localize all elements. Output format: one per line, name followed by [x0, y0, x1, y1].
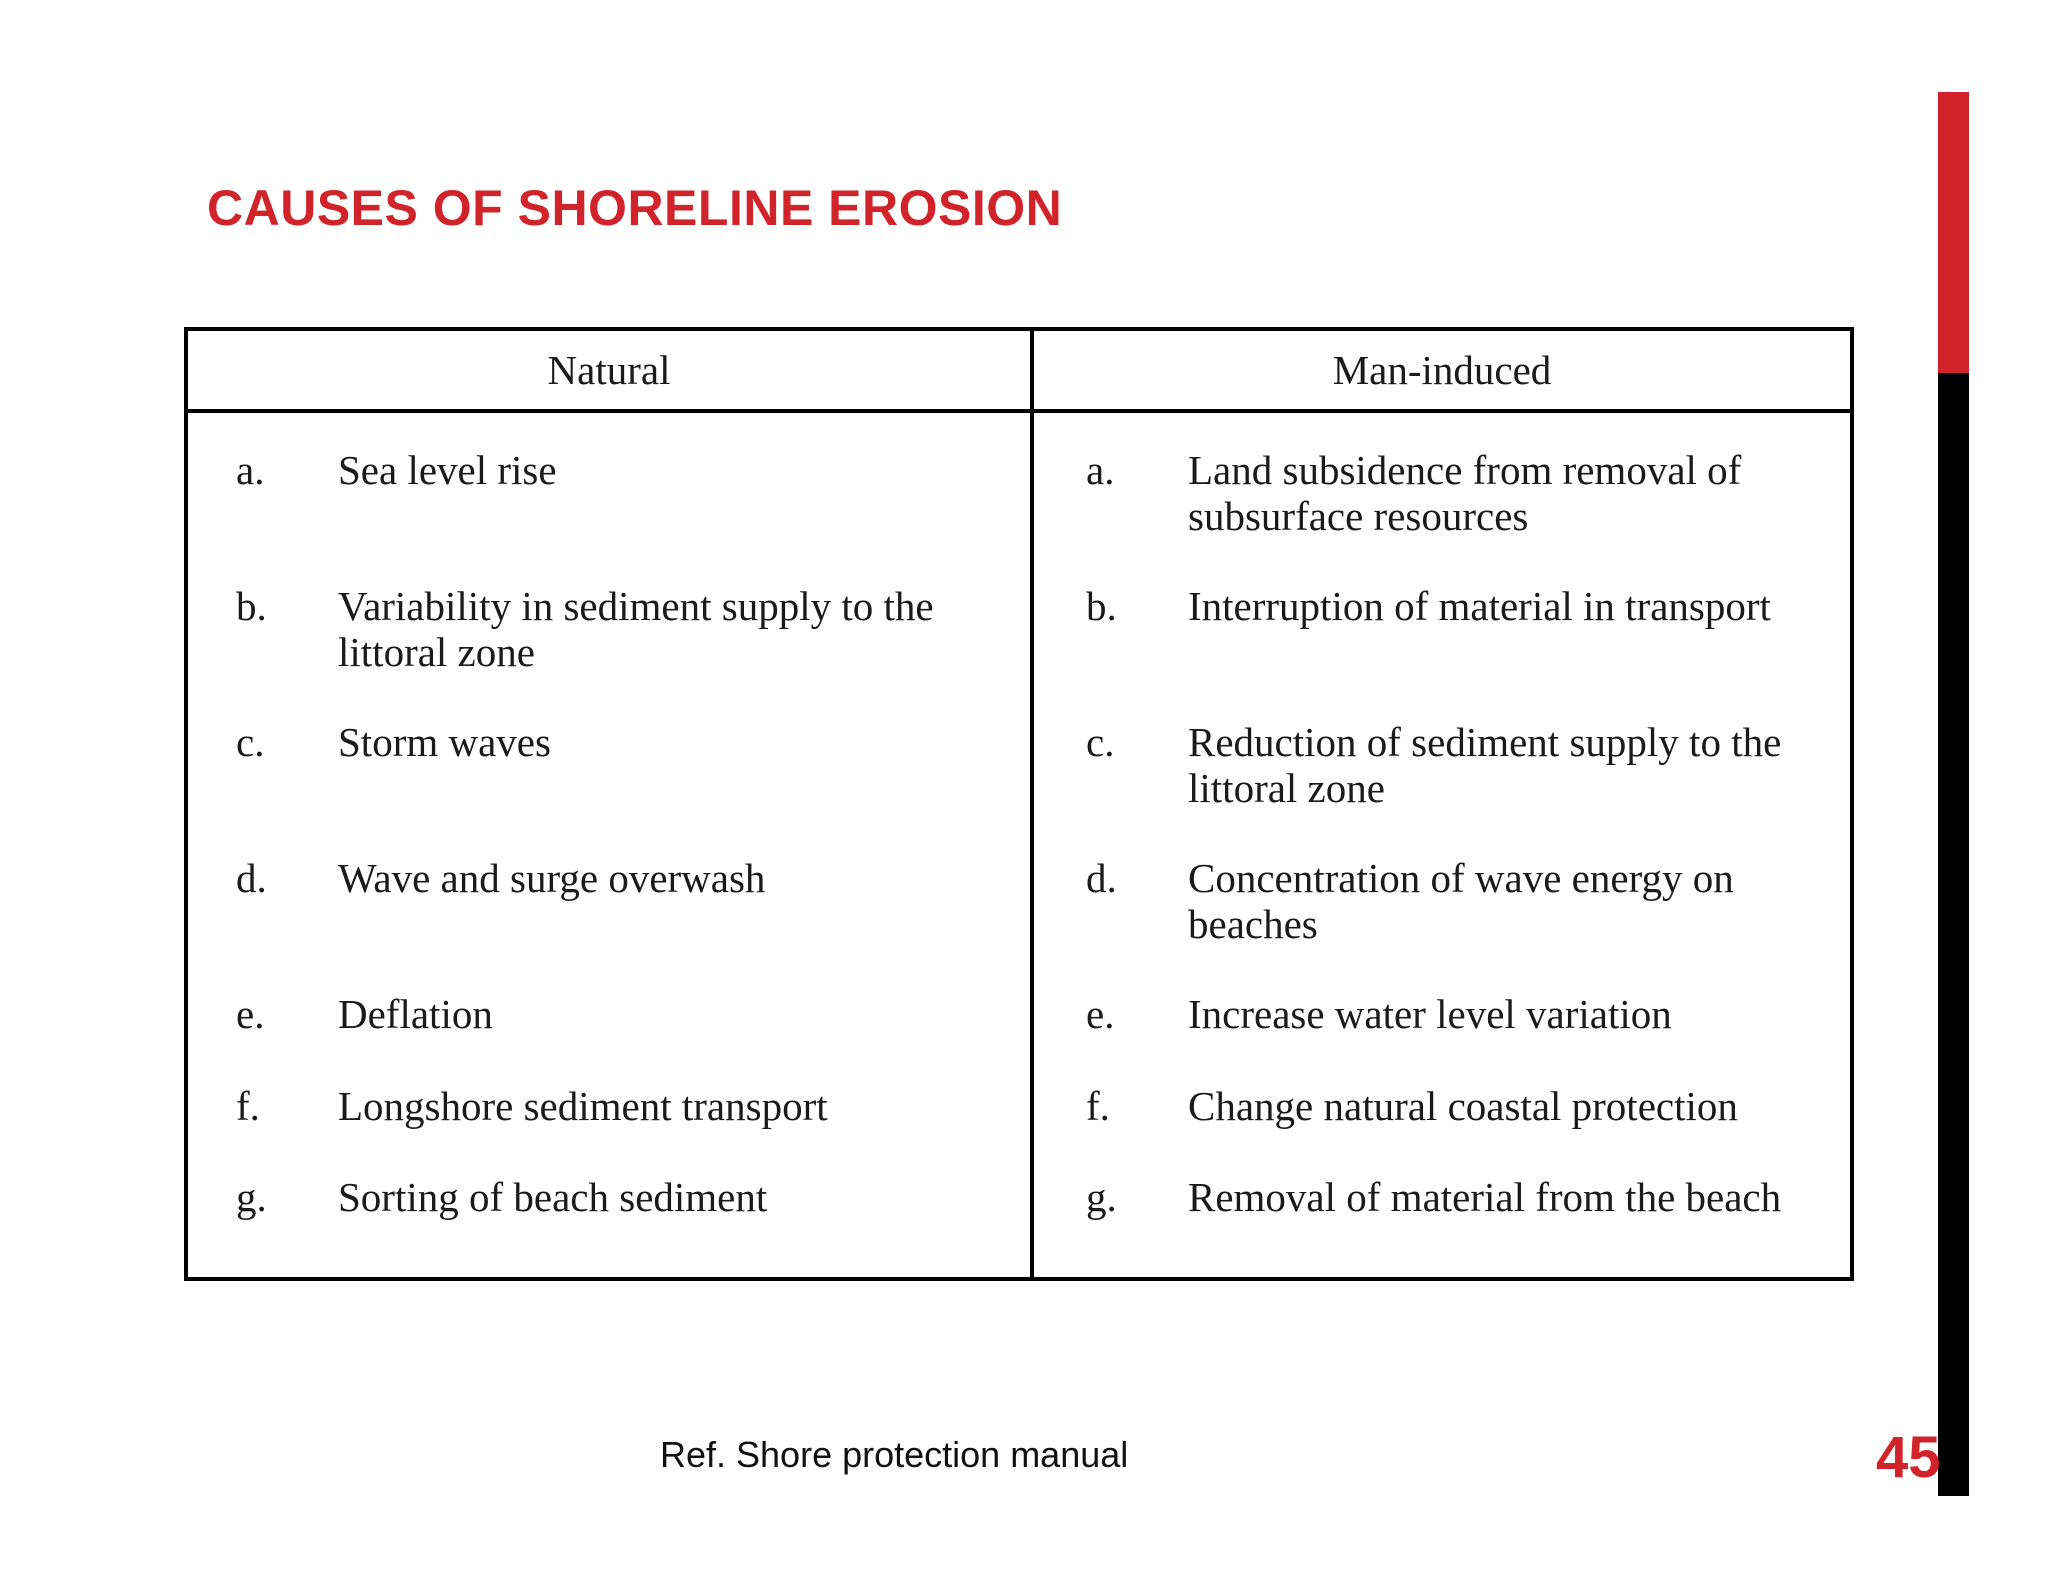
- item-letter: d.: [1086, 855, 1117, 901]
- natural-item-e: [188, 991, 1030, 1083]
- item-letter: f.: [1086, 1083, 1110, 1129]
- item-text: Storm waves: [338, 719, 551, 765]
- side-accent-bar-red: [1938, 92, 1969, 373]
- causes-table: [184, 327, 1854, 1281]
- man-induced-item-e: [1034, 991, 1850, 1083]
- natural-item-d: [188, 855, 1030, 991]
- man-induced-causes-column: [1032, 411, 1852, 1279]
- item-letter: e.: [236, 991, 265, 1037]
- item-text: Reduction of sediment supply to the littoral zone: [1188, 719, 1782, 811]
- item-text: Concentration of wave energy on beaches: [1188, 855, 1734, 947]
- natural-item-f: [188, 1083, 1030, 1174]
- item-text: Land subsidence from removal of subsurface resources: [1188, 447, 1742, 539]
- man-induced-item-d: [1034, 855, 1850, 991]
- side-accent-bar-black: [1938, 373, 1969, 1496]
- item-letter: g.: [1086, 1174, 1117, 1220]
- item-letter: d.: [236, 855, 267, 901]
- item-text: Variability in sediment supply to the littoral zone: [338, 583, 934, 675]
- item-letter: f.: [236, 1083, 260, 1129]
- item-letter: b.: [236, 583, 267, 629]
- item-letter: c.: [1086, 719, 1115, 765]
- slide-title: CAUSES OF SHORELINE EROSION: [207, 180, 1063, 236]
- natural-item-g: [188, 1174, 1030, 1220]
- item-text: Change natural coastal protection: [1188, 1083, 1738, 1129]
- header-man-induced: Man-induced: [1032, 329, 1852, 411]
- item-letter: b.: [1086, 583, 1117, 629]
- item-letter: c.: [236, 719, 265, 765]
- header-natural: Natural: [186, 329, 1032, 411]
- slide-number: 45: [1876, 1425, 1941, 1490]
- item-text: Sea level rise: [338, 447, 557, 493]
- item-text: Sorting of beach sediment: [338, 1174, 768, 1220]
- natural-item-c: [188, 719, 1030, 855]
- table-header-row: [186, 329, 1852, 411]
- item-letter: a.: [1086, 447, 1115, 493]
- reference-note: Ref. Shore protection manual: [660, 1434, 1129, 1475]
- item-letter: e.: [1086, 991, 1115, 1037]
- man-induced-item-a: [1034, 447, 1850, 583]
- item-text: Removal of material from the beach: [1188, 1174, 1782, 1220]
- man-induced-item-b: [1034, 583, 1850, 719]
- item-text: Interruption of material in transport: [1188, 583, 1771, 629]
- natural-item-a: [188, 447, 1030, 583]
- natural-causes-column: [186, 411, 1032, 1279]
- man-induced-item-f: [1034, 1083, 1850, 1174]
- man-induced-item-g: [1034, 1174, 1850, 1220]
- item-letter: g.: [236, 1174, 267, 1220]
- item-letter: a.: [236, 447, 265, 493]
- item-text: Deflation: [338, 991, 493, 1037]
- item-text: Wave and surge overwash: [338, 855, 766, 901]
- natural-item-b: [188, 583, 1030, 719]
- item-text: Longshore sediment transport: [338, 1083, 828, 1129]
- item-text: Increase water level variation: [1188, 991, 1672, 1037]
- man-induced-item-c: [1034, 719, 1850, 855]
